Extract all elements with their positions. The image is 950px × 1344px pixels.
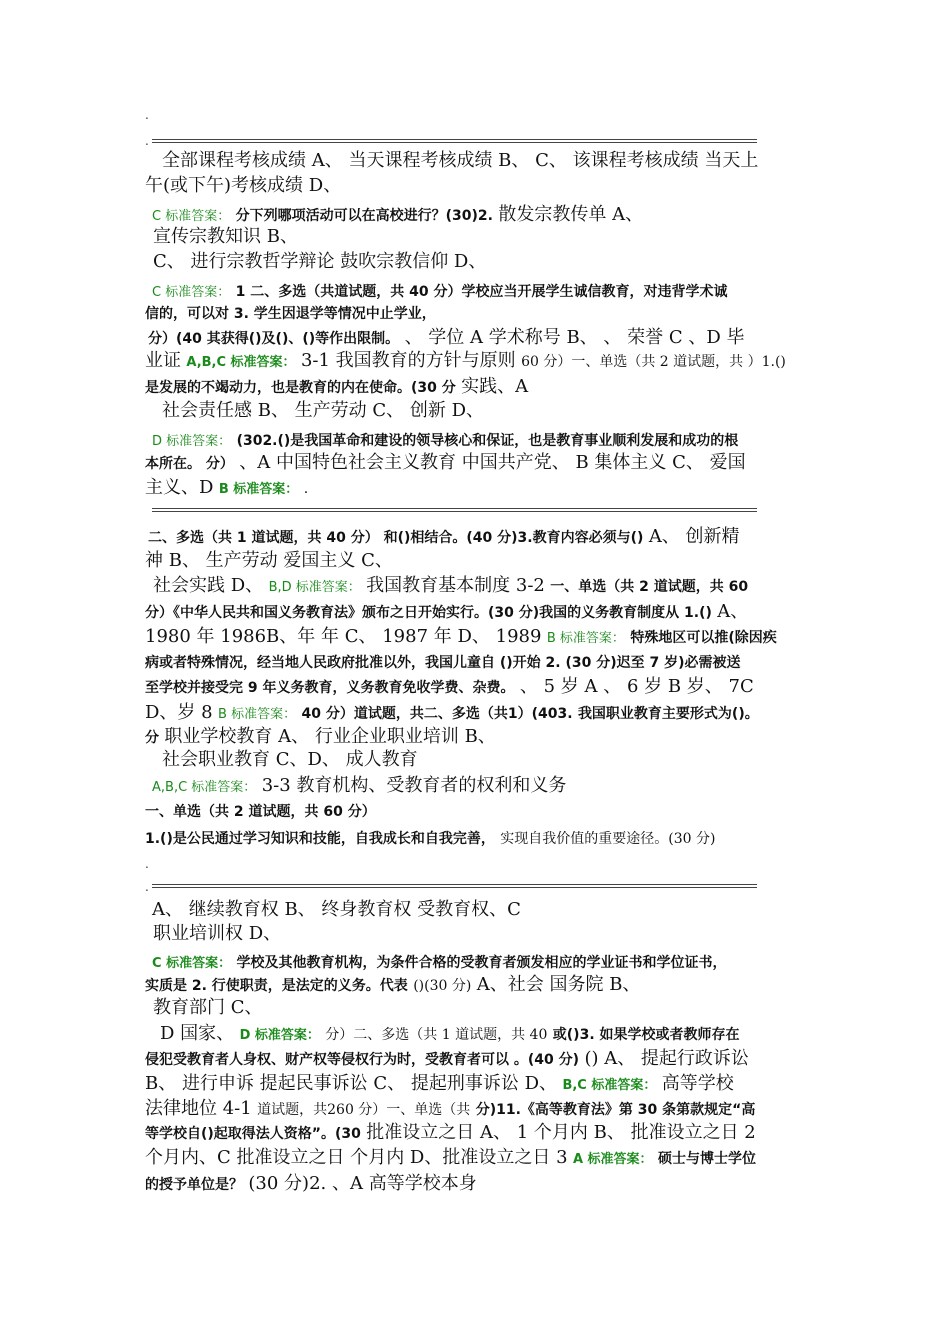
answer-label: B 标准答案： bbox=[218, 482, 299, 497]
question-text: (302.()是我国革命和建设的领导核心和保证，也是教育事业顺利发展和成功的根 bbox=[236, 433, 739, 449]
option-text: A、 bbox=[717, 601, 749, 622]
question-text: 实现自我价值的重要途径。(30 分) bbox=[500, 831, 716, 847]
option-text: () A、 提起行政诉讼 bbox=[584, 1048, 749, 1069]
text-line bbox=[152, 280, 817, 304]
question-text: 二、多选（共 1 道试题，共 40 分） 和()相结合。(40 分)3.教育内容必须与() bbox=[148, 530, 644, 546]
option-text: D、岁 8 bbox=[145, 702, 213, 723]
option-text: D 国家、 bbox=[160, 1023, 235, 1044]
text-line bbox=[145, 1048, 810, 1071]
text-line: 神 B、 生产劳动 爱国主义 C、 bbox=[145, 550, 393, 571]
option-text: 、 学位 A 学术称号 B、 、 荣誉 C 、D 毕 bbox=[404, 327, 745, 348]
question-text: 1 二、多选（共道试题，共 40 分）学校应当开展学生诚信教育，对违背学术诚 bbox=[235, 284, 728, 300]
text-line bbox=[148, 327, 813, 350]
question-text: 等学校自()起取得法人资格”。(30 bbox=[145, 1126, 361, 1142]
text-line bbox=[145, 452, 810, 475]
answer-label: A 标准答案： bbox=[572, 1152, 653, 1167]
answer-label: D 标准答案： bbox=[152, 434, 232, 449]
text-line: A、 继续教育权 B、 终身教育权 受教育权、C bbox=[152, 899, 521, 920]
text-line bbox=[145, 676, 810, 699]
answer-label: B 标准答案： bbox=[546, 631, 625, 646]
section-title: 我国教育基本制度 3-2 bbox=[366, 575, 545, 596]
text-line bbox=[152, 429, 817, 453]
question-text: 一、单选（共 2 道试题，共 60 bbox=[550, 579, 749, 595]
question-text: 至学校并接受完 9 年义务教育，义务教育免收学费、杂费。 bbox=[145, 680, 515, 696]
text-line: 宣传宗教知识 B、 bbox=[153, 226, 298, 247]
text-line bbox=[152, 204, 817, 228]
text-line bbox=[148, 526, 813, 549]
answer-label: D 标准答案： bbox=[239, 1028, 320, 1043]
text-line: 一、单选（共 2 道试题，共 60 分） bbox=[145, 804, 376, 820]
text-line bbox=[145, 601, 810, 624]
text-line bbox=[153, 575, 818, 599]
text-line bbox=[152, 951, 817, 975]
option-text: A、 创新精 bbox=[648, 526, 740, 547]
section-title: 高等学校 bbox=[661, 1073, 734, 1094]
horizontal-rule bbox=[152, 508, 757, 512]
question-text: 1.()是公民通过学习知识和技能，自我成长和自我完善， bbox=[145, 831, 495, 847]
section-title: 3-3 教育机构、受教育者的权利和义务 bbox=[261, 775, 567, 796]
answer-label: C 标准答案： bbox=[152, 956, 232, 971]
option-text: 主义、D bbox=[145, 477, 214, 498]
page-dot: . bbox=[145, 134, 149, 148]
text-line bbox=[152, 775, 817, 799]
text-line bbox=[145, 1122, 810, 1145]
page-dot: . bbox=[145, 108, 149, 122]
question-text: 学校及其他教育机构，为条件合格的受教育者颁发相应的学业证书和学位证书， bbox=[236, 955, 727, 971]
text-line bbox=[145, 974, 810, 997]
text-line bbox=[145, 702, 810, 726]
question-text: 分)11.《高等教育法》第 30 条第款规定“高 bbox=[475, 1102, 756, 1118]
question-text: 我国职业教育主要形式为()。 bbox=[577, 706, 759, 722]
answer-label: B,C 标准答案： bbox=[562, 1078, 657, 1093]
text-line bbox=[145, 1147, 810, 1171]
text-line: 全部课程考核成绩 A、 当天课程考核成绩 B、 C、 该课程考核成绩 当天上 bbox=[162, 150, 759, 171]
text-line bbox=[145, 827, 810, 850]
question-text: 道试题，共260 分）一、单选（共 bbox=[257, 1102, 471, 1118]
question-text: 是发展的不竭动力，也是教育的内在使命。(30 分 bbox=[145, 380, 456, 396]
text-line bbox=[145, 1073, 810, 1097]
question-text: 实质是 2. 行使职责，是法定的义务。代表 bbox=[145, 978, 408, 994]
option-text: 业证 bbox=[145, 350, 181, 371]
text-line: 社会责任感 B、 生产劳动 C、 创新 D、 bbox=[162, 400, 485, 421]
text-line: 教育部门 C、 bbox=[153, 997, 263, 1018]
question-text: 分）二、多选（共 1 道试题，共 40 bbox=[325, 1027, 548, 1043]
question-text: 特殊地区可以推(除因疾 bbox=[630, 630, 777, 646]
question-text: 的授予单位是？ bbox=[145, 1177, 243, 1193]
option-text: 散发宗教传单 A、 bbox=[498, 204, 644, 225]
answer-label: A,B,C 标准答案： bbox=[152, 780, 257, 795]
page-dot: . bbox=[145, 880, 149, 894]
option-text: (30 分)2. 、A 高等学校本身 bbox=[248, 1173, 477, 1194]
text-line: 信的，可以对 3. 学生因退学等情况中止学业， bbox=[145, 306, 436, 322]
question-text: 侵犯受教育者人身权、财产权等侵权行为时，受教育者可以 。(40 分) bbox=[145, 1052, 580, 1068]
option-text: 批准设立之日 A、 1 个月内 B、 批准设立之日 2 bbox=[366, 1122, 756, 1143]
option-text: 实践、A bbox=[461, 376, 529, 397]
answer-label: B 标准答案： bbox=[218, 707, 297, 722]
text-line bbox=[145, 1098, 810, 1121]
question-text: 或()3. 如果学校或者教师存在 bbox=[552, 1027, 740, 1043]
text-line bbox=[145, 350, 810, 374]
answer-label: B,D 标准答案： bbox=[268, 580, 361, 595]
option-text: 个月内、C 批准设立之日 个月内 D、批准设立之日 3 bbox=[145, 1147, 568, 1168]
option-text: 1980 年 1986B、年 年 C、 1987 年 D、 1989 bbox=[145, 626, 542, 647]
text-line bbox=[145, 376, 810, 399]
question-text: 分）(40 其获得()及()、()等作出限制。 bbox=[148, 331, 400, 347]
text-line: 社会职业教育 C、D、 成人教育 bbox=[162, 749, 418, 770]
text-line: 午(或下午)考核成绩 D、 bbox=[145, 175, 342, 196]
question-text: ()(30 分) bbox=[413, 978, 472, 994]
question-text: 40 分）道试题，共二、多选（共1）(403. bbox=[301, 706, 573, 722]
question-text: 分下列哪项活动可以在高校进行？(30)2. bbox=[235, 208, 493, 224]
answer-label: A,B,C 标准答案： bbox=[186, 355, 296, 370]
option-text: 社会实践 D、 bbox=[153, 575, 264, 596]
page-dot: . bbox=[145, 857, 149, 871]
text-line bbox=[145, 726, 810, 749]
text-line bbox=[145, 626, 810, 650]
section-title: 3-1 我国教育的方针与原则 bbox=[300, 350, 516, 371]
option-text: 、 5 岁 A 、 6 岁 B 岁、 7C bbox=[519, 676, 754, 697]
section-title: 法律地位 4-1 bbox=[145, 1098, 252, 1119]
answer-label: C 标准答案： bbox=[152, 209, 231, 224]
text-line bbox=[145, 1173, 810, 1196]
horizontal-rule bbox=[152, 139, 757, 143]
option-text: 职业学校教育 A、 行业企业职业培训 B、 bbox=[164, 726, 496, 747]
question-text: 硕士与博士学位 bbox=[657, 1151, 756, 1167]
text-line: 病或者特殊情况，经当地人民政府批准以外，我国儿童自 ()开始 2. (30 分)迟至 7 岁)必需被送 bbox=[145, 655, 741, 671]
question-text: 60 分）一、单选（共 2 道试题，共 ）1.() bbox=[521, 354, 786, 370]
option-text: A、社会 国务院 B、 bbox=[476, 974, 641, 995]
text-line: C、 进行宗教哲学辩论 鼓吹宗教信仰 D、 bbox=[153, 251, 487, 272]
answer-label: C 标准答案： bbox=[152, 285, 231, 300]
text-line: 职业培训权 D、 bbox=[153, 923, 282, 944]
text-line bbox=[145, 477, 810, 501]
option-text: 、A 中国特色社会主义教育 中国共产党、 B 集体主义 C、 爱国 bbox=[239, 452, 746, 473]
horizontal-rule bbox=[152, 884, 757, 888]
option-text: B、 进行申诉 提起民事诉讼 C、 提起刑事诉讼 D、 bbox=[145, 1073, 558, 1094]
text-line bbox=[160, 1023, 825, 1047]
question-text: 本所在。 分） bbox=[145, 456, 234, 472]
page-dot: . bbox=[303, 481, 309, 497]
question-text: 分）《中华人民共和国义务教育法》颁布之日开始实行。(30 分)我国的义务教育制度从 1.() bbox=[145, 605, 712, 621]
question-text: 分 bbox=[145, 730, 159, 746]
